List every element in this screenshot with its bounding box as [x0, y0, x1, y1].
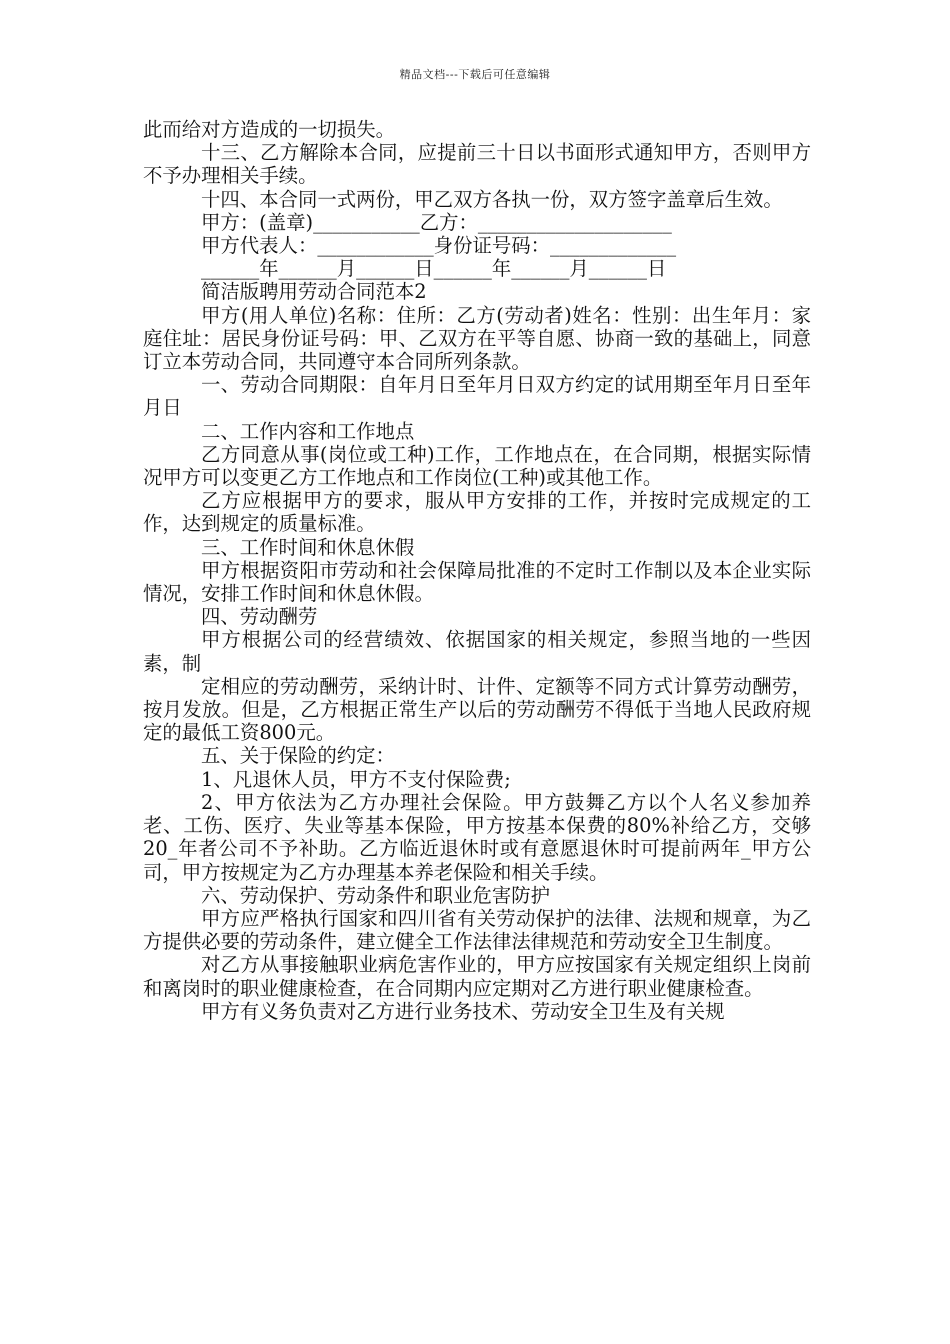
signature-party-line: 甲方：(盖章)___________乙方：____________________ [201, 210, 672, 234]
paragraph-work-requirements: 乙方应根据甲方的要求，服从甲方安排的工作，并按时完成规定的工作，达到规定的质量标准。 [143, 489, 811, 536]
paragraph-training: 甲方有义务负责对乙方进行业务技术、劳动安全卫生及有关规 [201, 999, 725, 1023]
paragraph-continuation: 此而给对方造成的一切损失。 [143, 118, 396, 141]
paragraph-pay-method: 定相应的劳动酬劳，采纳计时、计件、定额等不同方式计算劳动酬劳，按月发放。但是，乙方根据正常生产以后的劳动酬劳不得低于当地人民政府规定的最低工资800元。 [143, 674, 811, 745]
section-heading-pay: 四、劳动酬劳 [201, 605, 318, 629]
clause-13: 十三、乙方解除本合同，应提前三十日以书面形式通知甲方，否则甲方不予办理相关手续。 [143, 141, 811, 188]
section-heading-work: 二、工作内容和工作地点 [201, 419, 415, 443]
section-heading-insurance: 五、关于保险的约定： [201, 744, 395, 768]
paragraph-pay-basis: 甲方根据公司的经营绩效、依据国家的相关规定，参照当地的一些因素，制 [143, 628, 811, 675]
page-header: 精品文档---下载后可任意编辑 [399, 68, 551, 81]
section-heading-hours: 三、工作时间和休息休假 [201, 535, 415, 559]
paragraph-health-check: 对乙方从事接触职业病危害作业的，甲方应按国家有关规定组织上岗前和离岗时的职业健康检查，在合同期内应定期对乙方进行职业健康检查。 [143, 953, 811, 1000]
insurance-item-1: 1、凡退休人员，甲方不支付保险费; [201, 767, 511, 791]
clause-1-term: 一、劳动合同期限：自年月日至年月日双方约定的试用期至年月日至年月日 [143, 373, 811, 420]
document-body [143, 118, 811, 1023]
insurance-item-2: 2、甲方依法为乙方办理社会保险。甲方鼓舞乙方以个人名义参加养老、工伤、医疗、失业等基本保险，甲方按基本保费的80%补给乙方，交够20_年者公司不予补助。乙方临近退休时或有意愿退休时可提前两年_甲方公司，甲方按规定为乙方办理基本养老保险和相关手续。 [143, 790, 811, 884]
section-heading-protection: 六、劳动保护、劳动条件和职业危害防护 [201, 883, 551, 907]
paragraph-protection-law: 甲方应严格执行国家和四川省有关劳动保护的法律、法规和规章，为乙方提供必要的劳动条件，建立健全工作法律法律规范和劳动安全卫生制度。 [143, 906, 811, 954]
paragraph-work-location: 乙方同意从事(岗位或工种)工作，工作地点在，在合同期，根据实际情况甲方可以变更乙方工作地点和工作岗位(工种)或其他工作。 [143, 442, 811, 490]
document-title: 简洁版聘用劳动合同范本2 [201, 280, 427, 304]
signature-representative-line: 甲方代表人：____________身份证号码：_____________ [201, 234, 677, 258]
signature-date-line: ______年______月______日______年______月______日 [201, 257, 667, 281]
paragraph-hours: 甲方根据资阳市劳动和社会保障局批准的不定时工作制以及本企业实际情况，安排工作时间和休息休假。 [143, 558, 811, 606]
parties-paragraph: 甲方(用人单位)名称：住所：乙方(劳动者)姓名：性别：出生年月：家庭住址：居民身份证号码：甲、乙双方在平等自愿、协商一致的基础上，同意订立本劳动合同，共同遵守本合同所列条款。 [143, 303, 811, 374]
clause-14: 十四、本合同一式两份，甲乙双方各执一份，双方签字盖章后生效。 [201, 187, 783, 211]
